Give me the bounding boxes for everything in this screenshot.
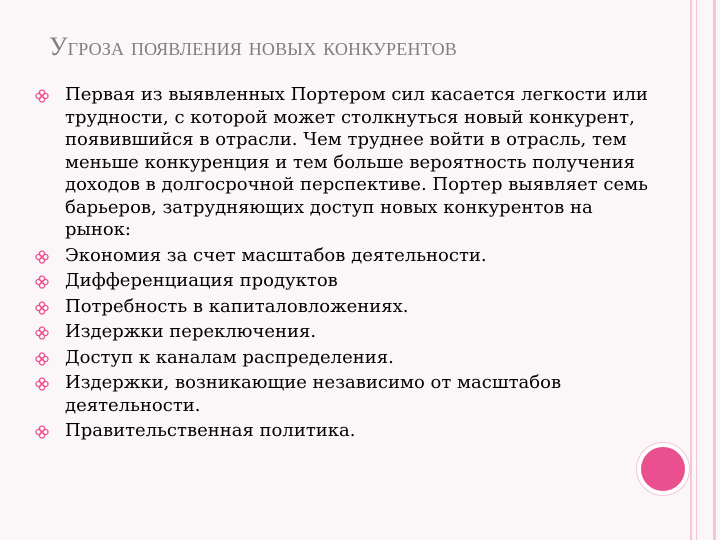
flower-bullet-icon	[35, 275, 49, 289]
slide-title: Угроза появления новых конкурентов	[49, 32, 458, 61]
flower-bullet-icon	[35, 326, 49, 340]
flower-bullet-icon	[35, 425, 49, 439]
list-item-text: Доступ к каналам распределения.	[65, 346, 394, 368]
flower-bullet-icon	[35, 377, 49, 391]
list-item	[34, 296, 654, 319]
list-item-text: Правительственная политика.	[65, 420, 356, 441]
list-item	[34, 84, 654, 242]
list-item-text: Первая из выявленных Портером сил касается легкости или трудности, с которой может столкнуться новый конкурент, появившийся в отрасли. Чем труднее войти в отрасль, тем меньше конкуренция и тем больше вероятность получения доходов в долгосрочной перспективе. Портер выявляет семь барьеров, затрудняющих доступ новых конкурентов на рынок:	[65, 84, 648, 240]
list-item	[34, 420, 654, 443]
vertical-rule-right	[713, 0, 716, 540]
flower-bullet-icon	[35, 301, 49, 315]
list-item	[34, 270, 654, 293]
list-item-text: Издержки переключения.	[65, 321, 317, 342]
list-item	[34, 321, 654, 344]
pink-circle-decoration	[641, 447, 685, 491]
list-item-text: Издержки, возникающие независимо от масштабов деятельности.	[65, 372, 562, 416]
list-item-text: Потребность в капиталовложениях.	[65, 295, 409, 317]
list-item	[34, 347, 654, 370]
flower-bullet-icon	[35, 250, 49, 264]
bullet-list	[34, 84, 654, 446]
list-item	[34, 372, 654, 417]
flower-bullet-icon	[35, 89, 49, 103]
list-item-text: Дифференциация продуктов	[65, 270, 338, 291]
list-item	[34, 245, 654, 268]
list-item-text: Экономия за счет масштабов деятельности.	[65, 244, 487, 266]
vertical-rule-outer	[690, 0, 692, 540]
flower-bullet-icon	[35, 352, 49, 366]
vertical-rule-inner	[696, 0, 697, 540]
